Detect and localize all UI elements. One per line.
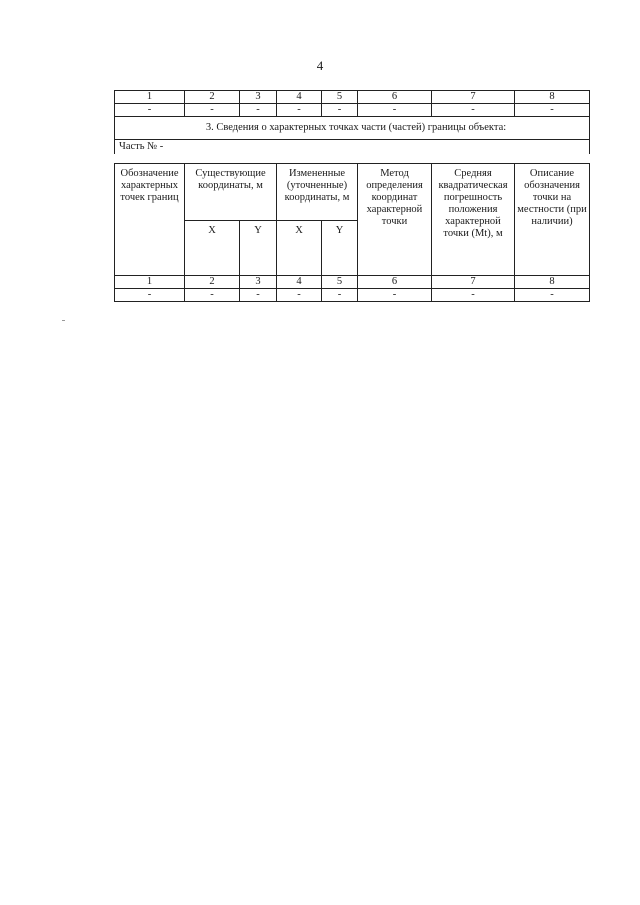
table-row [115, 104, 590, 117]
header-description: Описание обозначения точки на местности (при наличии) [515, 164, 590, 276]
header-designation: Обозначение характерных точек границ [115, 164, 185, 276]
column-number: 5 [322, 91, 358, 104]
header-existing-coordinates: Существующие координаты, м [185, 164, 277, 221]
table-cell: - [515, 104, 590, 117]
boundary-points-table [114, 163, 590, 302]
column-number: 2 [185, 91, 240, 104]
table-cell: - [115, 104, 185, 117]
column-number: 4 [277, 91, 322, 104]
part-label: Часть № - [115, 140, 590, 155]
column-number: 2 [185, 276, 240, 289]
part-row [115, 140, 590, 155]
column-number: 6 [358, 91, 432, 104]
column-number-row [115, 276, 590, 289]
sub-header-x: X [277, 221, 322, 276]
column-number: 7 [432, 276, 515, 289]
column-number: 1 [115, 276, 185, 289]
header-row [115, 164, 590, 221]
continuation-table [114, 90, 590, 154]
table-cell: - [358, 289, 432, 302]
sub-header-y: Y [322, 221, 358, 276]
column-number: 6 [358, 276, 432, 289]
column-number: 8 [515, 276, 590, 289]
table-cell: - [432, 104, 515, 117]
header-method: Метод определения координат характерной точки [358, 164, 432, 276]
table-cell: - [185, 289, 240, 302]
column-number: 3 [240, 276, 277, 289]
header-changed-coordinates: Измененные (уточненные) координаты, м [277, 164, 358, 221]
table-row [115, 289, 590, 302]
table-cell: - [432, 289, 515, 302]
section-title: 3. Сведения о характерных точках части (частей) границы объекта: [115, 117, 590, 140]
scan-speck [62, 320, 65, 321]
table-cell: - [115, 289, 185, 302]
table-cell: - [515, 289, 590, 302]
table-cell: - [322, 104, 358, 117]
table-cell: - [277, 104, 322, 117]
table-cell: - [277, 289, 322, 302]
column-number: 5 [322, 276, 358, 289]
header-accuracy: Средняя квадратическая погрешность положения характерной точки (Mt), м [432, 164, 515, 276]
table-cell: - [240, 104, 277, 117]
column-number: 7 [432, 91, 515, 104]
table-cell: - [322, 289, 358, 302]
sub-header-x: X [185, 221, 240, 276]
page-number: 4 [316, 58, 324, 73]
column-number-row [115, 91, 590, 104]
table-cell: - [185, 104, 240, 117]
column-number: 4 [277, 276, 322, 289]
sub-header-y: Y [240, 221, 277, 276]
column-number: 3 [240, 91, 277, 104]
table-cell: - [358, 104, 432, 117]
table-cell: - [240, 289, 277, 302]
section-title-row [115, 117, 590, 140]
column-number: 1 [115, 91, 185, 104]
column-number: 8 [515, 91, 590, 104]
